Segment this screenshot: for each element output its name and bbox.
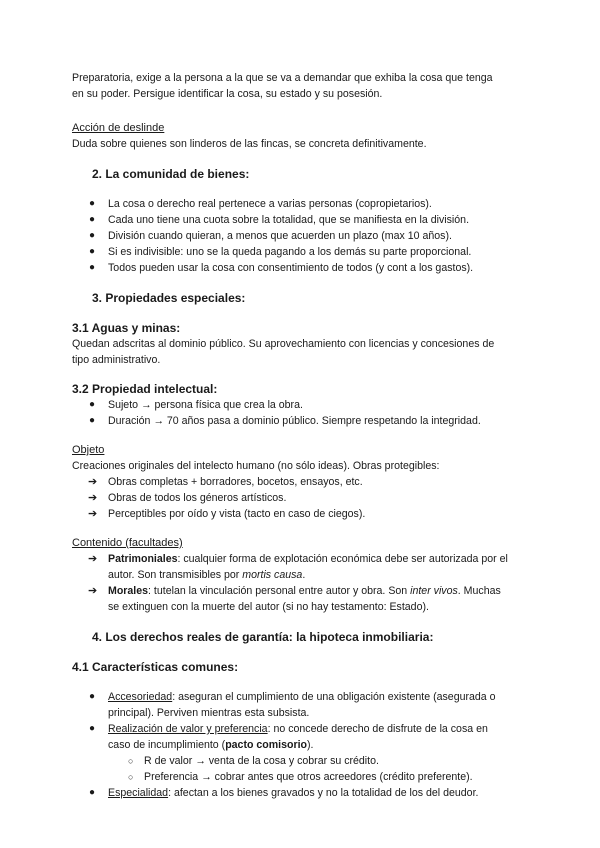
- list-item: ● Duración → 70 años pasa a dominio público. Siempre respetando la integridad.: [89, 415, 481, 427]
- circle-bullet-icon: ○: [128, 772, 134, 782]
- list-item: ➔ Obras de todos los géneros artísticos.: [88, 492, 287, 504]
- contenido-list: [72, 551, 532, 615]
- deslinde-heading: Acción de deslinde: [72, 122, 165, 134]
- comunidad-heading: 2. La comunidad de bienes:: [92, 167, 250, 181]
- list-item: ○ R de valor → venta de la cosa y cobrar su crédito.: [128, 755, 379, 767]
- bullet-icon: ●: [89, 787, 96, 798]
- list-item: ● Accesoriedad: aseguran el cumplimiento de una obligación existente (asegurada o principal). Perviven mientras esta subsista.: [89, 691, 496, 719]
- caracteristicas-list-cont: [72, 785, 532, 801]
- list-item: ➔ Patrimoniales: cualquier forma de explotación económica debe ser autorizada por el autor. Son transmisibles por mortis causa.: [88, 553, 508, 581]
- contenido-heading: Contenido (facultades): [72, 537, 183, 549]
- list-item: ➔ Morales: tutelan la vinculación personal entre autor y obra. Son inter vivos. Muchas se extinguen con la muerte del autor (si no hay testamento: Estado).: [88, 585, 501, 613]
- bullet-icon: ●: [89, 415, 96, 426]
- circle-bullet-icon: ○: [128, 756, 134, 766]
- bullet-icon: ●: [89, 262, 96, 273]
- list-item: ● Realización de valor y preferencia: no concede derecho de disfrute de la cosa en caso de incumplimiento (pacto comisorio).: [89, 723, 488, 751]
- arrow-icon: ➔: [88, 553, 98, 565]
- aguas-heading: 3.1 Aguas y minas:: [72, 321, 181, 335]
- list-item: ● División cuando quieran, a menos que acuerden un plazo (max 10 años).: [89, 230, 452, 242]
- objeto-list: [72, 474, 532, 522]
- list-item: ● Sujeto → persona física que crea la obra.: [89, 399, 303, 411]
- bullet-icon: ●: [89, 723, 96, 734]
- objeto-heading: Objeto: [72, 444, 105, 456]
- bullet-icon: ●: [89, 230, 96, 241]
- deslinde-text: Duda sobre quienes son linderos de las fincas, se concreta definitivamente.: [72, 138, 427, 150]
- list-item: ● Todos pueden usar la cosa con consentimiento de todos (y cont a los gastos).: [89, 262, 474, 274]
- objeto-text: Creaciones originales del intelecto humano (no sólo ideas). Obras protegibles:: [72, 460, 440, 472]
- list-item: ● Especialidad: afectan a los bienes gravados y no la totalidad de los del deudor.: [89, 787, 479, 799]
- list-item: ● Cada uno tiene una cuota sobre la totalidad, que se manifiesta en la división.: [89, 214, 470, 226]
- bullet-icon: ●: [89, 214, 96, 225]
- list-item: ○ Preferencia → cobrar antes que otros acreedores (crédito preferente).: [128, 771, 473, 783]
- intro-line: en su poder. Persigue identificar la cosa, su estado y su posesión.: [72, 88, 383, 100]
- intro-line: Preparatoria, exige a la persona a la que se va a demandar que exhiba la cosa que tenga: [72, 72, 493, 84]
- list-item: ➔ Obras completas + borradores, bocetos, ensayos, etc.: [88, 476, 363, 488]
- list-item: ➔ Perceptibles por oído y vista (tacto en caso de ciegos).: [88, 508, 366, 520]
- arrow-icon: ➔: [88, 508, 98, 520]
- intelectual-heading: 3.2 Propiedad intelectual:: [72, 382, 218, 396]
- bullet-icon: ●: [89, 691, 96, 702]
- propiedades-heading: 3. Propiedades especiales:: [92, 291, 246, 305]
- intelectual-list: [72, 397, 532, 429]
- list-item: ● Si es indivisible: uno se la queda pagando a los demás su parte proporcional.: [89, 246, 472, 258]
- arrow-icon: ➔: [88, 476, 98, 488]
- caracteristicas-heading: 4.1 Características comunes:: [72, 660, 239, 674]
- list-item: ● La cosa o derecho real pertenece a varias personas (copropietarios).: [89, 198, 432, 210]
- comunidad-list: [72, 196, 532, 276]
- intro-paragraph: [72, 70, 532, 102]
- document-page: [72, 70, 532, 801]
- arrow-icon: ➔: [88, 585, 98, 597]
- realizacion-sublist: [72, 753, 532, 785]
- aguas-text: tipo administrativo.: [72, 354, 161, 366]
- caracteristicas-list: [72, 689, 532, 753]
- bullet-icon: ●: [89, 399, 96, 410]
- arrow-icon: ➔: [88, 492, 98, 504]
- bullet-icon: ●: [89, 198, 96, 209]
- bullet-icon: ●: [89, 246, 96, 257]
- garantia-heading: 4. Los derechos reales de garantía: la hipoteca inmobiliaria:: [92, 630, 434, 644]
- aguas-text: Quedan adscritas al dominio público. Su aprovechamiento con licencias y concesiones de: [72, 338, 495, 350]
